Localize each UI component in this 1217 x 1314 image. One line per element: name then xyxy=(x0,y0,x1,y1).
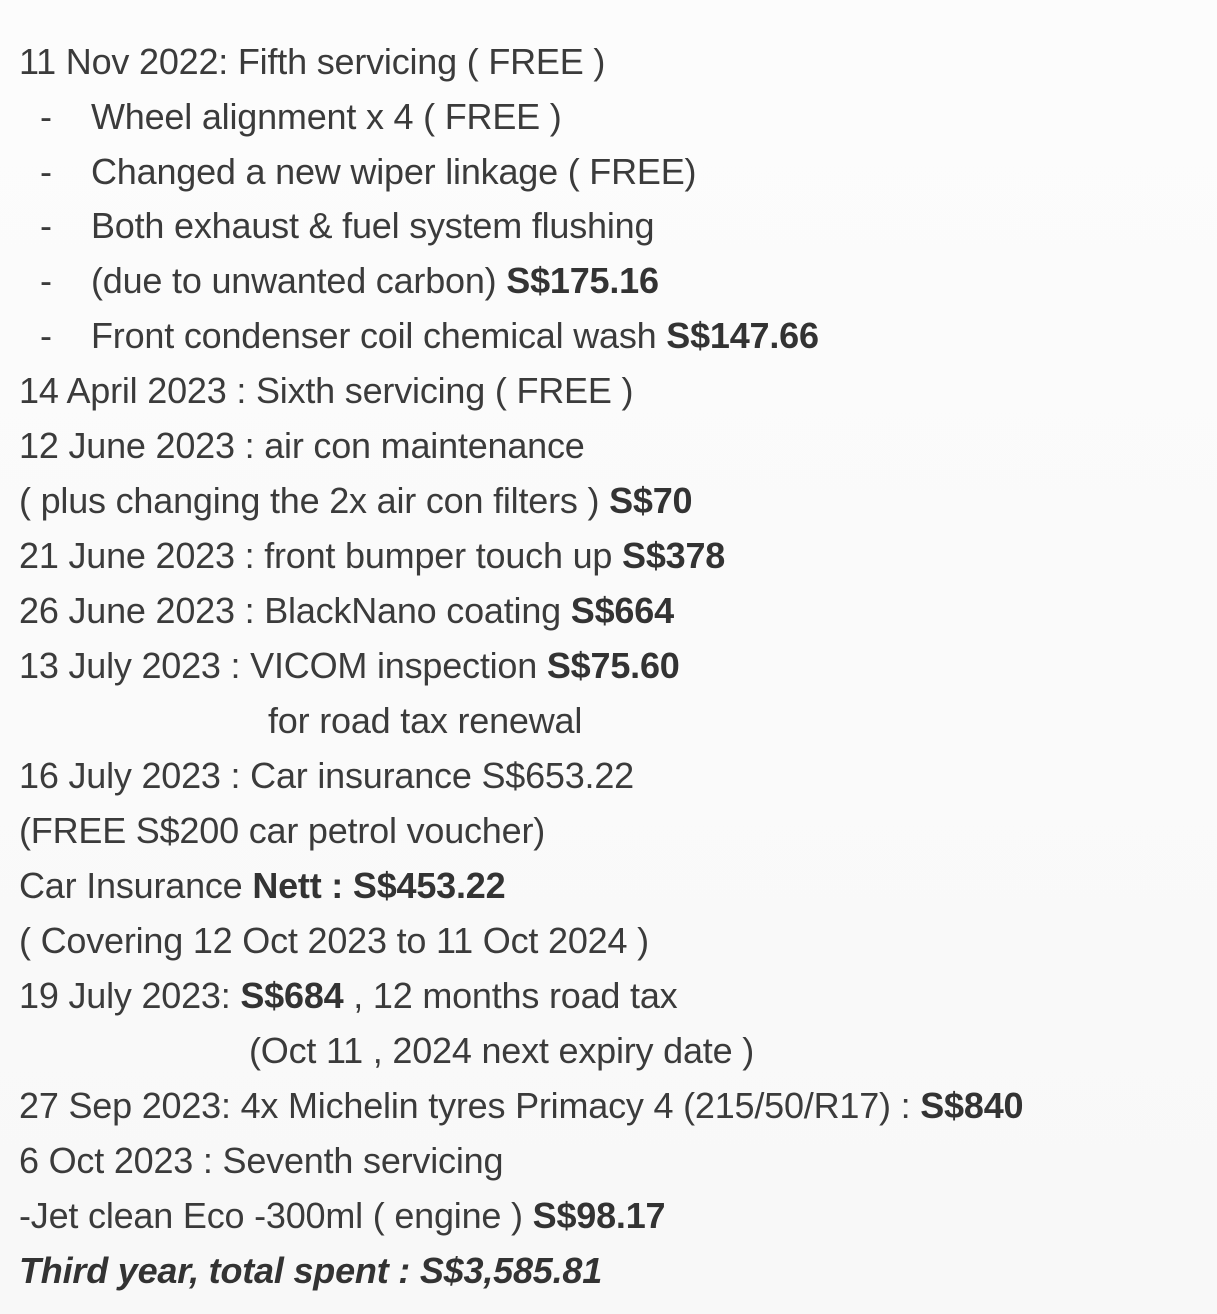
entry-amount: Nett : S$453.22 xyxy=(252,865,506,906)
entry-jet-clean xyxy=(19,1188,665,1243)
subentry-wheel-alignment xyxy=(91,89,562,144)
entry-text: Front condenser coil chemical wash xyxy=(91,315,667,356)
dash-marker: - xyxy=(40,315,52,356)
entry-amount: S$684 xyxy=(240,975,344,1016)
entry-text: 21 June 2023 : front bumper touch up xyxy=(19,535,623,576)
entry-text: 6 Oct 2023 : Seventh servicing xyxy=(19,1140,504,1181)
entry-vicom-inspection xyxy=(19,638,680,693)
total-spent xyxy=(19,1243,602,1298)
entry-amount: S$378 xyxy=(622,535,726,576)
dash-marker: - xyxy=(40,151,52,192)
entry-aircon-maintenance xyxy=(19,418,585,473)
entry-michelin-tyres xyxy=(19,1078,1023,1133)
entry-bumper-touchup xyxy=(19,528,725,583)
dash-marker: - xyxy=(40,205,52,246)
dash-marker: - xyxy=(40,96,52,137)
entry-text: for road tax renewal xyxy=(268,700,583,741)
entry-sixth-servicing xyxy=(19,363,633,418)
entry-aircon-filters xyxy=(19,473,692,528)
entry-amount: S$75.60 xyxy=(546,645,680,686)
subentry-wiper-linkage xyxy=(91,144,696,199)
entry-car-insurance xyxy=(19,748,634,803)
entry-text: 13 July 2023 : VICOM inspection xyxy=(19,645,547,686)
dash-marker: - xyxy=(40,260,52,301)
entry-text: Wheel alignment x 4 ( FREE ) xyxy=(91,96,562,137)
entry-fifth-servicing xyxy=(19,34,605,89)
entry-text: 26 June 2023 : BlackNano coating xyxy=(19,590,571,631)
entry-text-after: , 12 months road tax xyxy=(343,975,678,1016)
entry-text: 27 Sep 2023: 4x Michelin tyres Primacy 4 (215/50/R17) : xyxy=(19,1085,921,1126)
entry-text: (FREE S$200 car petrol voucher) xyxy=(19,810,546,851)
entry-text: -Jet clean Eco -300ml ( engine ) xyxy=(19,1195,533,1236)
entry-road-tax xyxy=(19,968,677,1023)
entry-road-tax-renewal-note xyxy=(268,693,582,748)
entry-amount: S$175.16 xyxy=(506,260,659,301)
entry-text: Car Insurance xyxy=(19,865,253,906)
entry-text: (Oct 11 , 2024 next expiry date ) xyxy=(249,1030,754,1071)
entry-amount: S$70 xyxy=(609,480,693,521)
entry-text: 12 June 2023 : air con maintenance xyxy=(19,425,585,466)
subentry-condenser-wash xyxy=(91,308,819,363)
entry-amount: S$98.17 xyxy=(532,1195,666,1236)
entry-petrol-voucher xyxy=(19,803,545,858)
entry-text: 11 Nov 2022: Fifth servicing ( FREE ) xyxy=(19,41,606,82)
entry-insurance-coverage xyxy=(19,913,649,968)
entry-amount: S$664 xyxy=(570,590,674,631)
entry-insurance-nett xyxy=(19,858,505,913)
total-spent-text: Third year, total spent : S$3,585.81 xyxy=(19,1250,603,1291)
entry-blacknano-coating xyxy=(19,583,674,638)
entry-amount: S$147.66 xyxy=(666,315,819,356)
entry-seventh-servicing xyxy=(19,1133,503,1188)
entry-road-tax-expiry xyxy=(249,1023,754,1078)
entry-text: Both exhaust & fuel system flushing xyxy=(91,205,655,246)
entry-text: Changed a new wiper linkage ( FREE) xyxy=(91,151,697,192)
entry-text: 19 July 2023: xyxy=(19,975,241,1016)
entry-text: (due to unwanted carbon) xyxy=(91,260,507,301)
entry-text: 14 April 2023 : Sixth servicing ( FREE ) xyxy=(19,370,634,411)
subentry-carbon xyxy=(91,253,659,308)
entry-text: 16 July 2023 : Car insurance S$653.22 xyxy=(19,755,635,796)
entry-amount: S$840 xyxy=(920,1085,1024,1126)
entry-text: ( plus changing the 2x air con filters ) xyxy=(19,480,610,521)
subentry-flushing xyxy=(91,198,654,253)
entry-text: ( Covering 12 Oct 2023 to 11 Oct 2024 ) xyxy=(19,920,649,961)
